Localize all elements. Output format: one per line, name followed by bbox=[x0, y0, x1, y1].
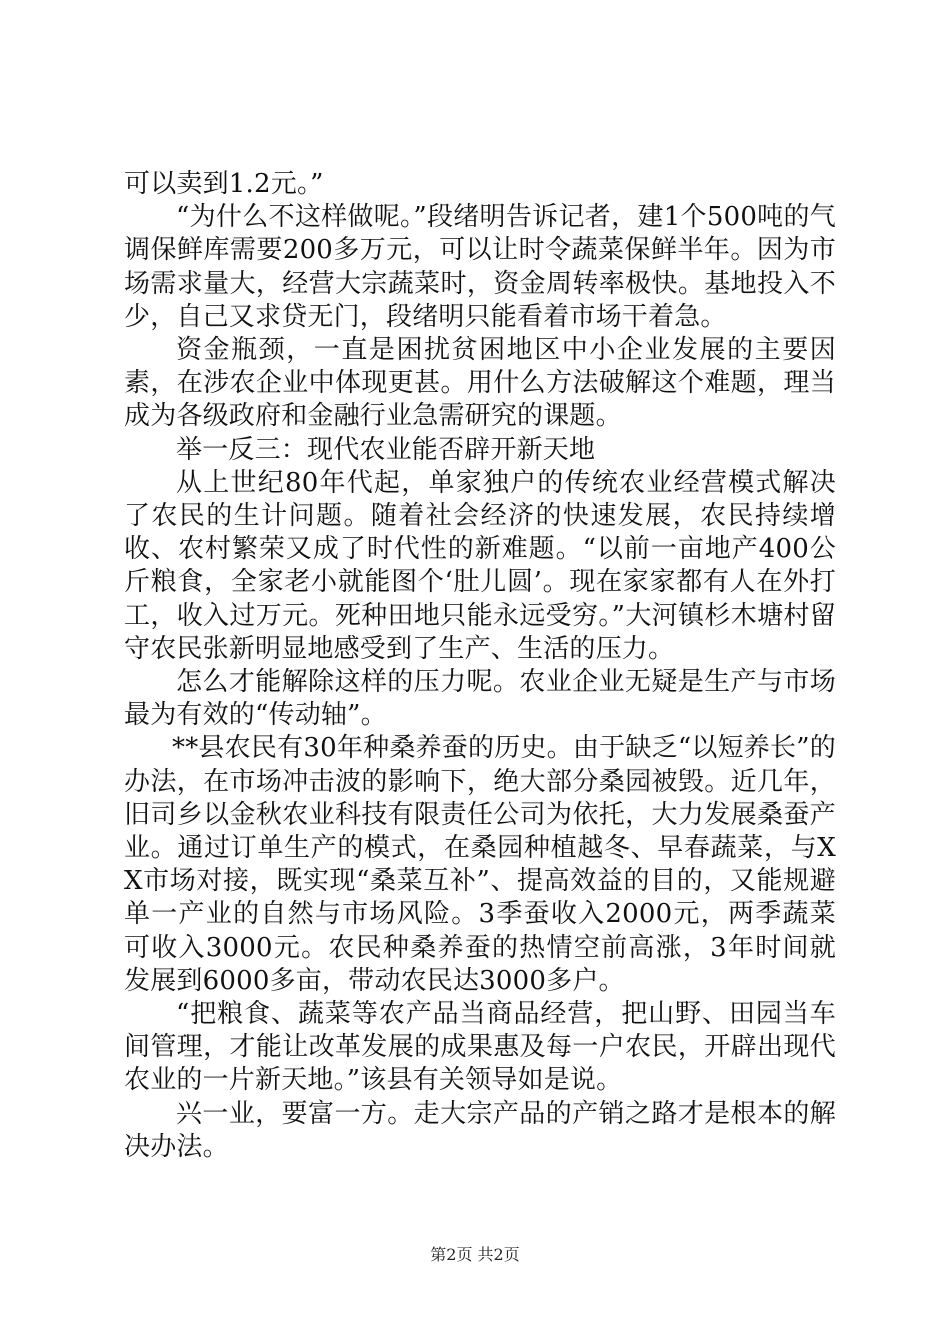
paragraph-traditional-agriculture: 从上世纪80年代起，单家独户的传统农业经营模式解决了农民的生计问题。随着社会经济的快速发展，农民持续增收、农村繁荣又成了时代性的新难题。“以前一亩地产400公斤粮食，全家老小就能图个‘肚儿圆’。现在家家都有人在外打工，收入过万元。死种田地只能永远受穷。”大河镇杉木塘村留守农民张新明显地感受到了生产、生活的压力。 bbox=[124, 467, 836, 664]
paragraph-leader-quote: “把粮食、蔬菜等农产品当商品经营，把山野、田园当车间管理，才能让改革发展的成果惠及每一户农民，开辟出现代农业的一片新天地。”该县有关领导如是说。 bbox=[124, 999, 836, 1096]
section-heading: 举一反三：现代农业能否辟开新天地 bbox=[176, 434, 596, 465]
page-number-label: 第2页 共2页 bbox=[430, 1245, 520, 1264]
article-body bbox=[124, 168, 836, 1164]
paragraph-sericulture: **县农民有30年种桑养蚕的历史。由于缺乏“以短养长”的办法，在市场冲击波的影响下，绝大部分桑园被毁。近几年，旧司乡以金秋农业科技有限责任公司为依托，大力发展桑蚕产业。通过订单生产的模式，在桑园种植越冬、早春蔬菜，与XX市场对接，既实现“桑菜互补”、提高效益的目的，又能规避单一产业的自然与市场风险。3季蚕收入2000元，两季蔬菜可收入3000元。农民种桑养蚕的热情空前高涨，3年时间就发展到6000多亩，带动农民达3000多户。 bbox=[124, 733, 836, 996]
paragraph-quote-duan: “为什么不这样做呢。”段绪明告诉记者，建1个500吨的气调保鲜库需要200多万元，可以让时令蔬菜保鲜半年。因为市场需求量大，经营大宗蔬菜时，资金周转率极快。基地投入不少，自己又求贷无门，段绪明只能看着市场干着急。 bbox=[124, 202, 836, 332]
paragraph-conclusion: 兴一业，要富一方。走大宗产品的产销之路才是根本的解决办法。 bbox=[124, 1098, 836, 1162]
paragraph-transmission-shaft: 怎么才能解除这样的压力呢。农业企业无疑是生产与市场最为有效的“传动轴”。 bbox=[124, 667, 836, 731]
paragraph-funding-bottleneck: 资金瓶颈，一直是困扰贫困地区中小企业发展的主要因素，在涉农企业中体现更甚。用什么方法破解这个难题，理当成为各级政府和金融行业急需研究的课题。 bbox=[124, 335, 836, 432]
paragraph-continuation: 可以卖到1.2元。” bbox=[124, 169, 324, 199]
page-footer bbox=[0, 1245, 950, 1265]
